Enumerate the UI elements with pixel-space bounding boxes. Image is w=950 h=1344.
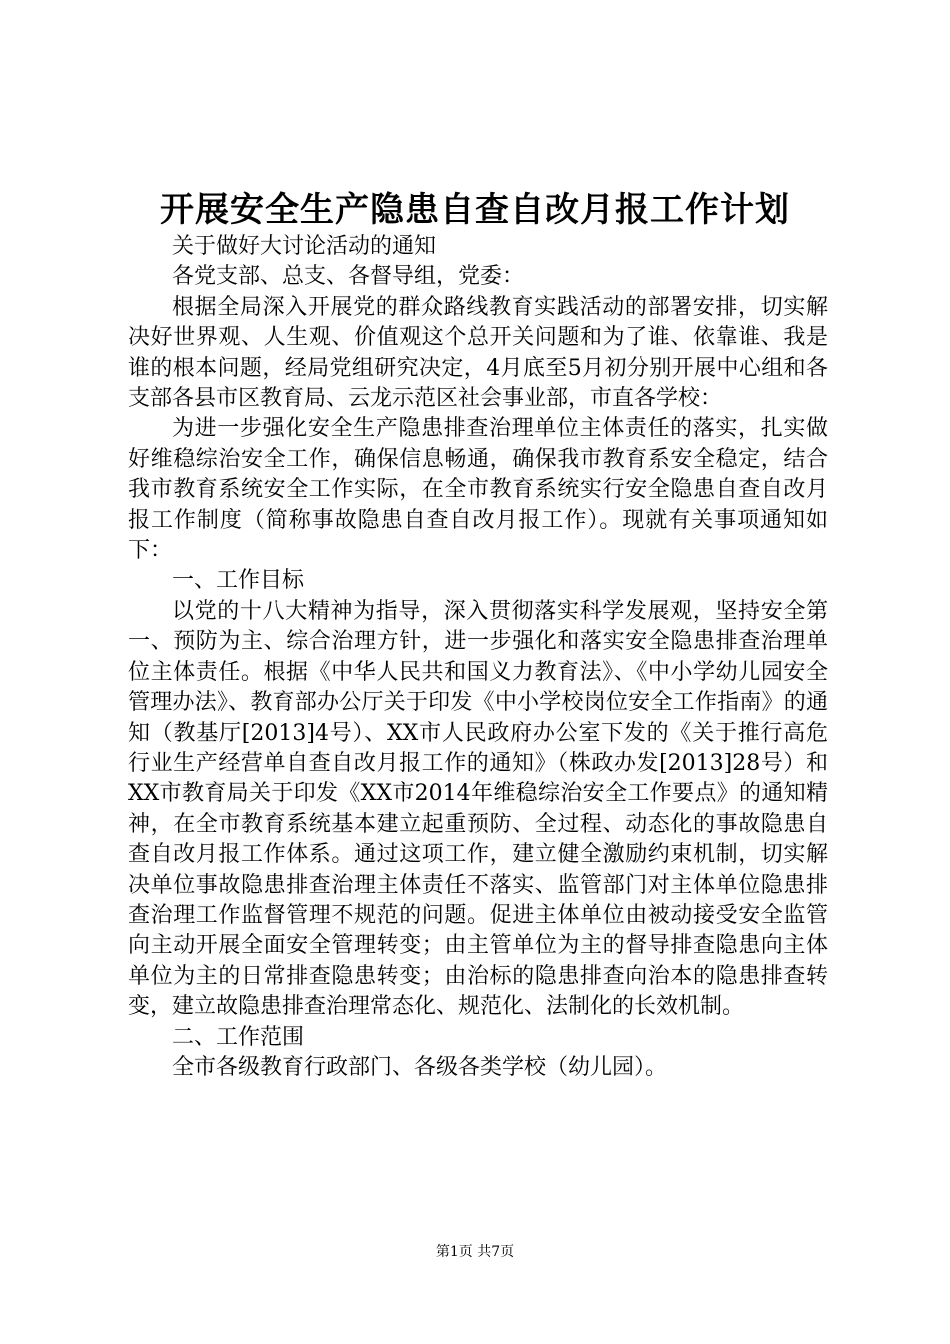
notice-heading: 关于做好大讨论活动的通知 (172, 234, 437, 259)
paragraph-purpose: 为进一步强化安全生产隐患排查治理单位主体责任的落实，扎实做好维稳综治安全工作，确保信息畅通，确保我市教育系安全稳定，结合我市教育系统安全工作实际，在全市教育系统实行安全隐患自查自改月报工作制度（简称事故隐患自查自改月报工作）。现就有关事项通知如下： (128, 416, 828, 564)
document-title: 开展安全生产隐患自查自改月报工作计划 (160, 190, 790, 230)
section-heading-scope: 二、工作范围 (172, 1024, 305, 1050)
section-heading-goals: 一、工作目标 (172, 568, 305, 594)
salutation: 各党支部、总支、各督导组，党委： (172, 264, 525, 290)
paragraph-intro: 根据全局深入开展党的群众路线教育实践活动的部署安排，切实解决好世界观、人生观、价值观这个总开关问题和为了谁、依靠谁、我是谁的根本问题，经局党组研究决定，4月底至5月初分别开展中心组和各支部各县市区教育局、云龙示范区社会事业部，市直各学校： (128, 294, 828, 412)
paragraph-goals: 以党的十八大精神为指导，深入贯彻落实科学发展观，坚持安全第一、预防为主、综合治理方针，进一步强化和落实安全隐患排查治理单位主体责任。根据《中华人民共和国义力教育法》、《中小学幼儿园安全管理办法》、教育部办公厅关于印发《中小学校岗位安全工作指南》的通知（教基厅[2013]4号）、XX市人民政府办公室下发的《关于推行高危行业生产经营单自查自改月报工作的通知》（株政办发[2013]28号）和XX市教育局关于印发《XX市2014年维稳综治安全工作要点》的通知精神，在全市教育系统基本建立起重预防、全过程、动态化的事故隐患自查自改月报工作体系。通过这项工作，建立健全激励约束机制，切实解决单位事故隐患排查治理主体责任不落实、监管部门对主体单位隐患排查治理工作监督管理不规范的问题。促进主体单位由被动接受安全监管向主动开展全面安全管理转变；由主管单位为主的督导排查隐患向主体单位为主的日常排查隐患转变；由治标的隐患排查向治本的隐患排查转变，建立故隐患排查治理常态化、规范化、法制化的长效机制。 (128, 598, 828, 1020)
paragraph-scope: 全市各级教育行政部门、各级各类学校（幼儿园）。 (172, 1054, 668, 1080)
page-footer: 第1页 共7页 (435, 1244, 515, 1260)
document-body (128, 232, 828, 1083)
